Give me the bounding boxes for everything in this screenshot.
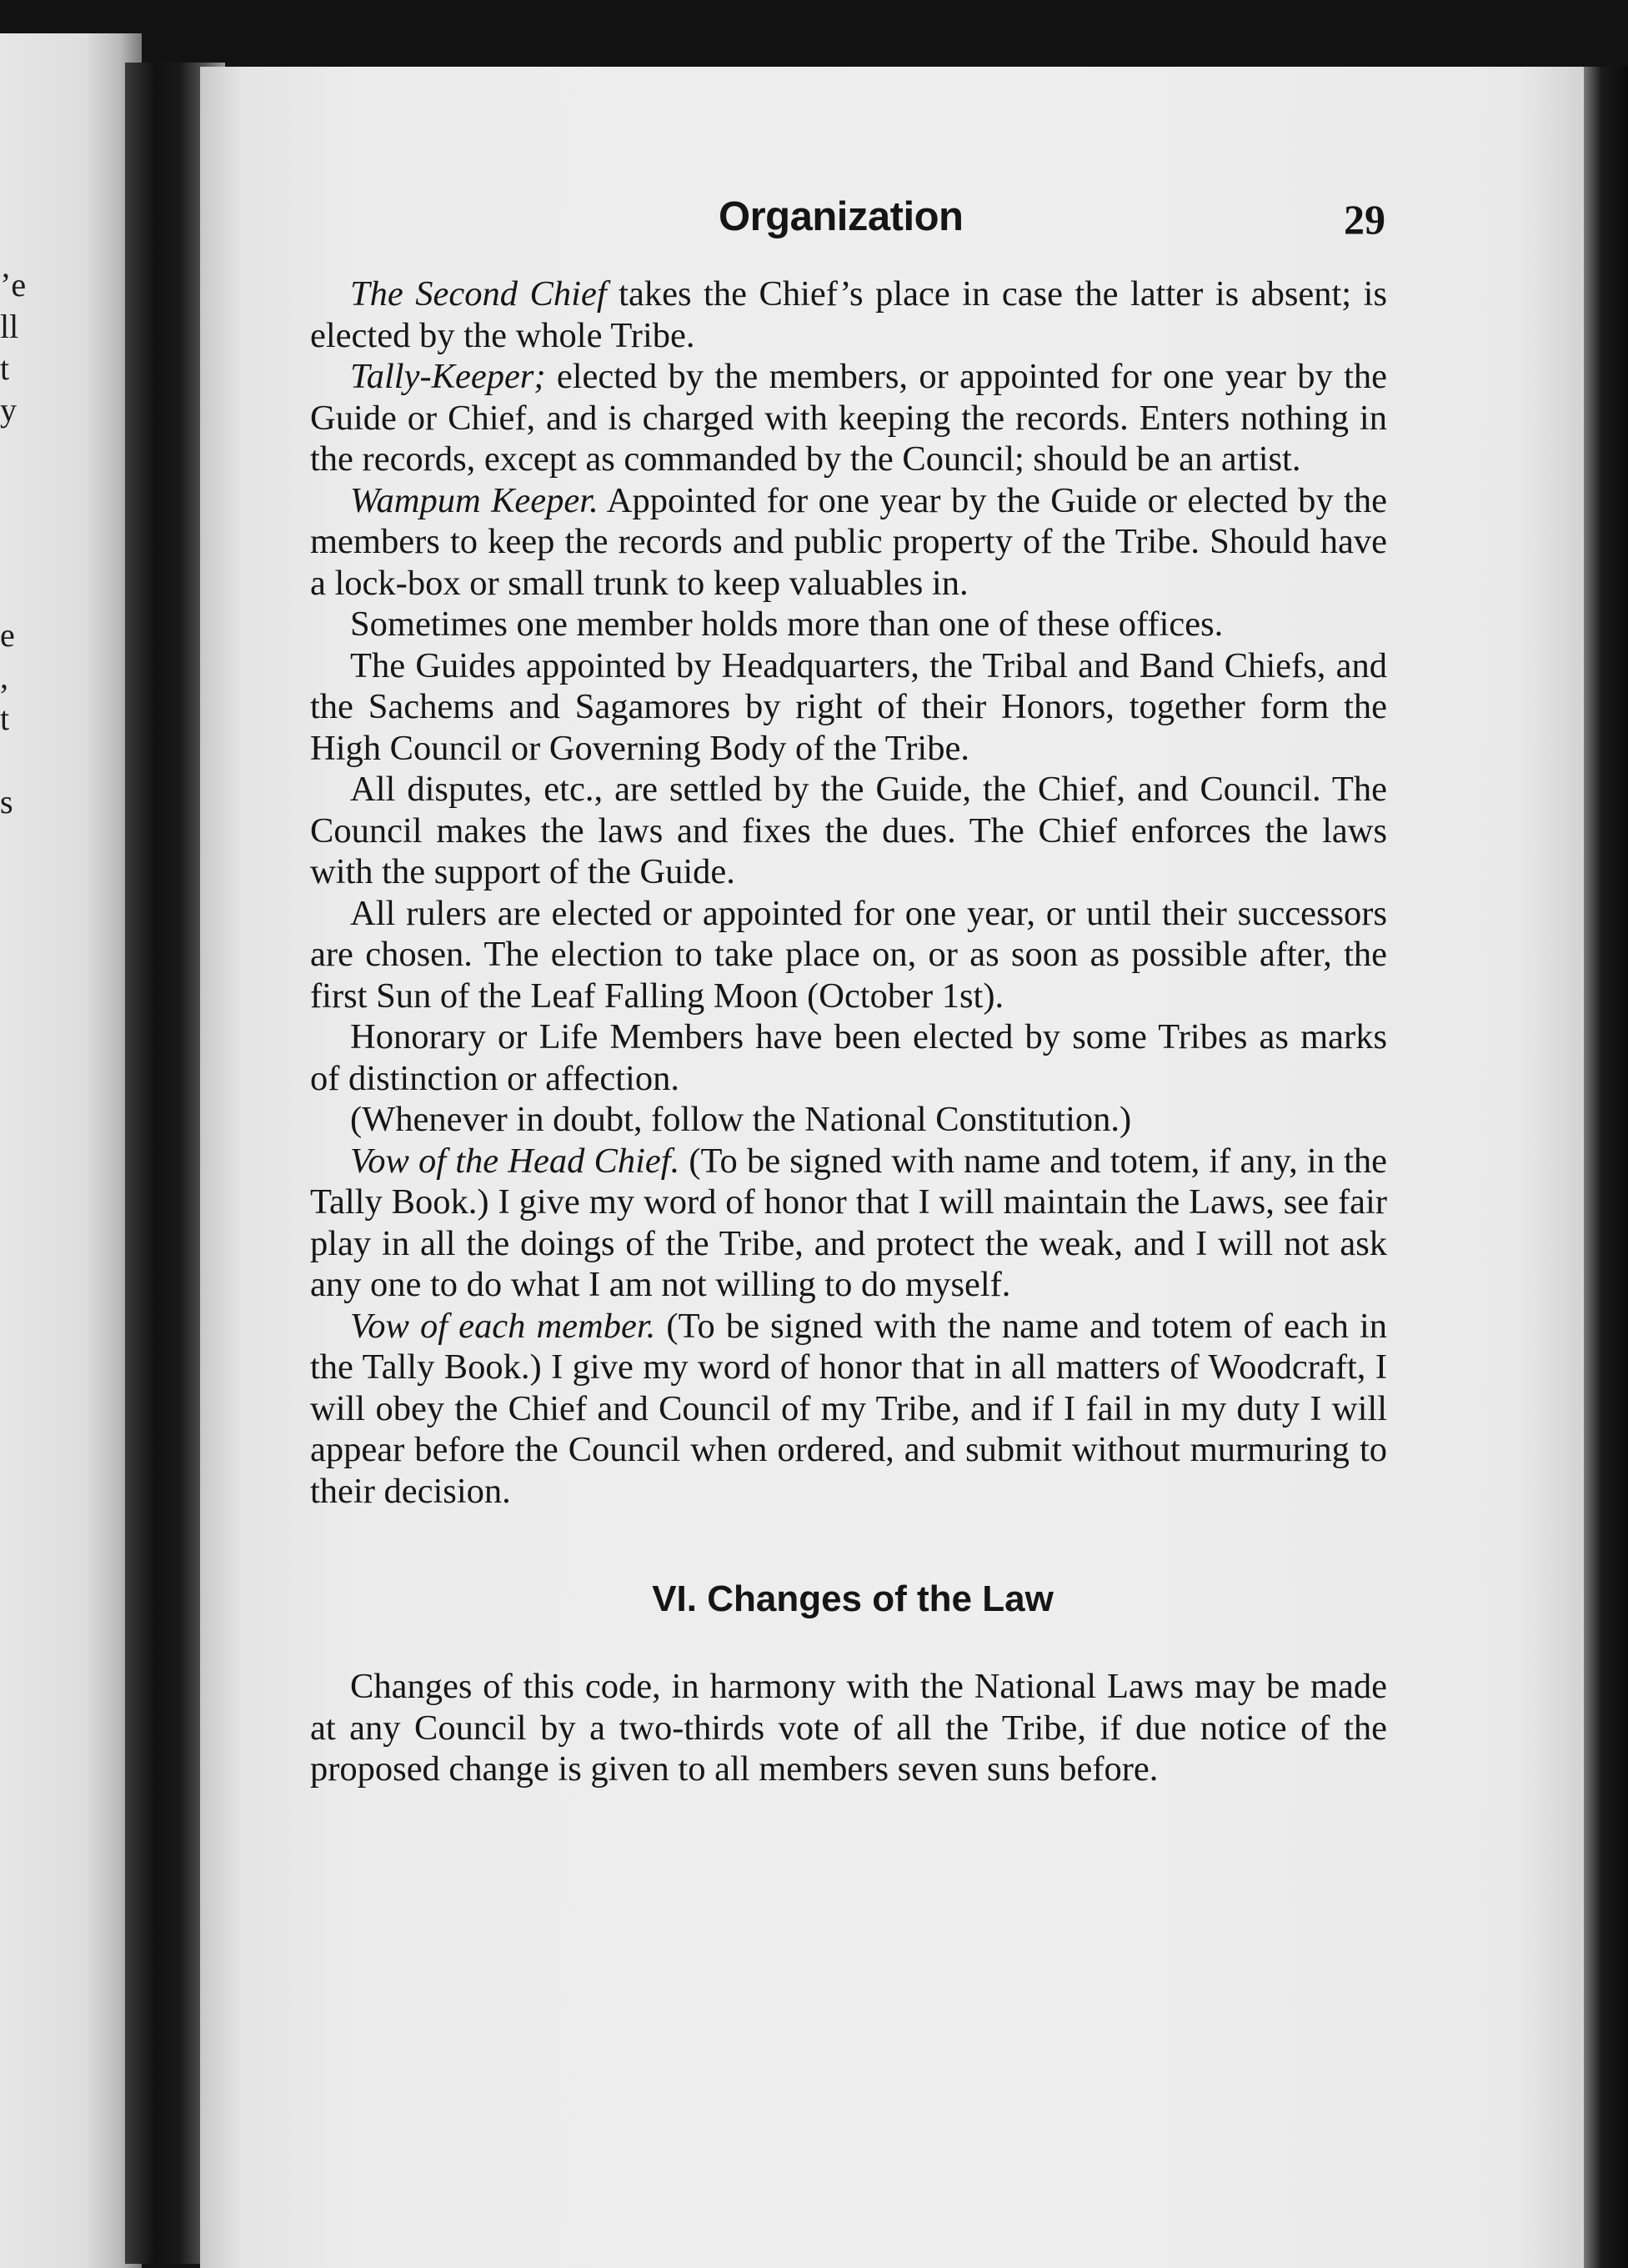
facing-page-fragment: y <box>0 391 17 429</box>
running-head: Organization <box>719 194 964 239</box>
paragraph-lead: The Second Chief <box>350 274 607 314</box>
paragraph-text: elected by the members, or appointed for one year by the Guide or Chief, and is charged with keeping the records. Enters nothing in the records, except as commanded by the Council; should be an artist. <box>310 357 1387 479</box>
paragraph-text: takes the Chief’s place in case the latter is absent; is elected by the whole Tribe. <box>310 274 1387 355</box>
section-heading: VI. Changes of the Law <box>652 1578 1054 1619</box>
paragraph-lead: Tally-Keeper; <box>350 357 546 396</box>
paragraph <box>310 604 1387 645</box>
paragraph-text: All disputes, etc., are settled by the Guide, the Chief, and Council. The Council makes the laws and fixes the dues. The Chief enforces the laws with the support of the Guide. <box>310 770 1387 891</box>
paragraph-lead: Vow of the Head Chief. <box>350 1141 680 1181</box>
paragraph-text: Appointed for one year by the Guide or elected by the members to keep the records and public property of the Tribe. Should have a lock-box or small trunk to keep valuables in. <box>310 480 1387 603</box>
paragraph-text: All rulers are elected or appointed for one year, or until their successors are chosen. The election to take place on, or as soon as possible after, the first Sun of the Leaf Falling Moon (October 1st). <box>310 893 1387 1016</box>
paragraph-lead: Vow of each member. <box>350 1306 656 1346</box>
paragraph <box>310 645 1387 770</box>
paragraph-text: (To be signed with the name and totem of each in the Tally Book.) I give my word of honor that in all matters of Woodcraft, I will obey the Chief and Council of my Tribe, and if I fail in my duty I will appear before the Council when ordered, and submit without murmuring to their decision. <box>310 1306 1387 1511</box>
page-number: 29 <box>1344 196 1385 243</box>
facing-page-fragment: ’e <box>0 266 27 304</box>
page-header <box>310 193 1394 252</box>
body-text <box>310 273 1387 1790</box>
paragraph <box>310 1141 1387 1306</box>
facing-page-fragment: ll <box>0 308 19 345</box>
paragraph-text: Honorary or Life Members have been elected by some Tribes as marks of distinction or affection. <box>310 1017 1387 1098</box>
paragraph <box>310 769 1387 893</box>
paragraph <box>310 1016 1387 1099</box>
paragraph <box>310 273 1387 356</box>
paragraph-text: Sometimes one member holds more than one of these offices. <box>350 605 1224 644</box>
paragraph <box>310 356 1387 480</box>
facing-page-fragment: e <box>0 616 15 654</box>
section-paragraph: Changes of this code, in harmony with the National Laws may be made at any Council by a two-thirds vote of all the Tribe, if due notice of the proposed change is given to all members seven suns before. <box>310 1667 1387 1789</box>
facing-page-edge <box>0 33 142 2268</box>
paragraph-text: (To be signed with name and totem, if any, in the Tally Book.) I give my word of honor that I will maintain the Laws, see fair play in all the doings of the Tribe, and protect the weak, and I will not ask any one to do what I am not willing to do myself. <box>310 1141 1387 1304</box>
facing-page-fragment: t <box>0 349 10 387</box>
facing-page-fragment: t <box>0 700 10 737</box>
page-edge-shadow <box>1584 67 1628 2268</box>
paragraph <box>310 1099 1387 1141</box>
paragraph <box>310 480 1387 605</box>
paragraph-lead: Wampum Keeper. <box>350 480 599 520</box>
paragraph-text: (Whenever in doubt, follow the National Constitution.) <box>350 1100 1132 1139</box>
paragraph <box>310 1306 1387 1513</box>
paragraph-text: The Guides appointed by Headquarters, the Tribal and Band Chiefs, and the Sachems and Sagamores by right of their Honors, together form the High Council or Governing Body of the Tribe. <box>310 645 1387 768</box>
facing-page-fragment: s <box>0 783 13 820</box>
paragraph <box>310 893 1387 1017</box>
facing-page-fragment: , <box>0 658 8 695</box>
